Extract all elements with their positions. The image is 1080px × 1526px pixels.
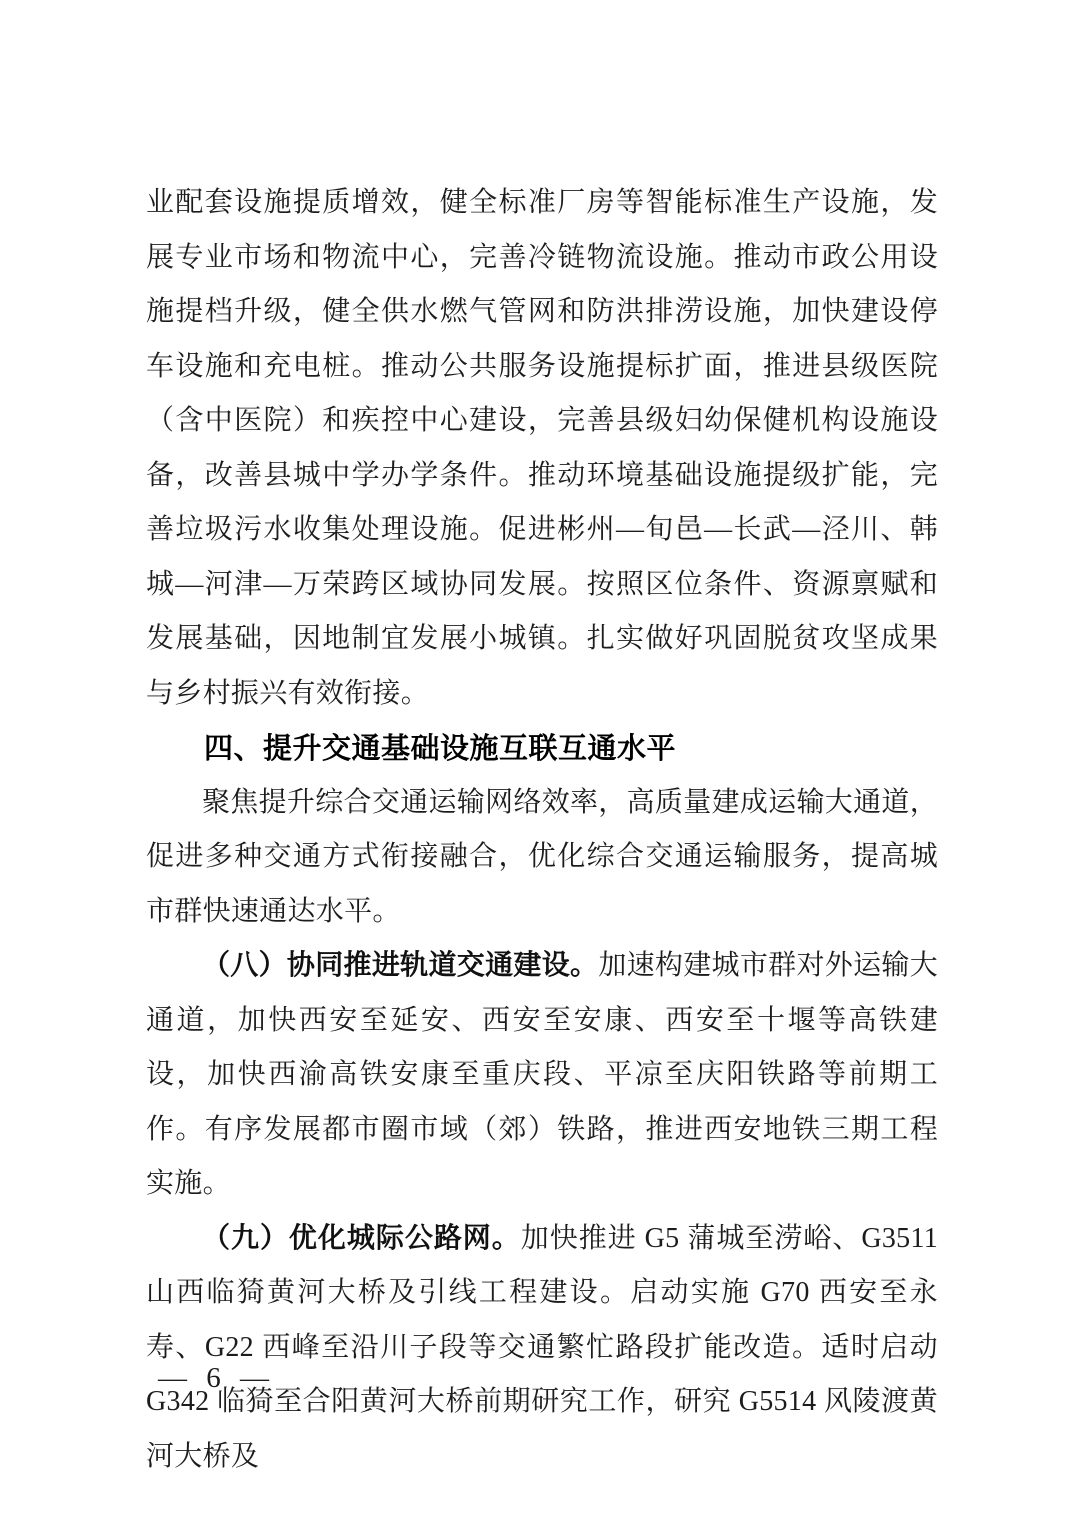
body-paragraph-continued: 业配套设施提质增效，健全标准厂房等智能标准生产设施，发展专业市场和物流中心，完善冷链物流设施。推动市政公用设施提档升级，健全供水燃气管网和防洪排涝设施，加快建设停车设施和充电桩。推动公共服务设施提标扩面，推进县级医院（含中医院）和疾控中心建设，完善县级妇幼保健机构设施设备，改善县城中学办学条件。推动环境基础设施提级扩能，完善垃圾污水收集处理设施。促进彬州—旬邑—长武—泾川、韩城—河津—万荣跨区域协同发展。按照区位条件、资源禀赋和发展基础，因地制宜发展小城镇。扎实做好巩固脱贫攻坚成果与乡村振兴有效衔接。 [146,187,938,709]
item-8-body: 加速构建城市群对外运输大通道，加快西安至延安、西安至安康、西安至十堰等高铁建设，加快西渝高铁安康至重庆段、平凉至庆阳铁路等前期工作。有序发展都市圈市域（郊）铁路，推进西安地铁三期工程实施。 [146,950,938,1199]
item-8-paragraph [146,939,938,1212]
item-8-lead: （八）协同推进轨道交通建设。 [202,950,599,981]
page-number: — 6 — [158,1362,270,1394]
section-heading: 四、提升交通基础设施互联互通水平 [204,731,677,765]
item-9-paragraph [146,1212,938,1485]
item-9-body: 加快推进 G5 蒲城至涝峪、G3511 山西临猗黄河大桥及引线工程建设。启动实施 G70 西安至永寿、G22 西峰至沿川子段等交通繁忙路段扩能改造。适时启动 G342 临猗至合阳黄河大桥前期研究工作，研究 G5514 风陵渡黄河大桥及 [146,1222,938,1472]
item-9-lead: （九）优化城际公路网。 [202,1222,521,1254]
document-text-block [146,176,938,1484]
section-intro-paragraph: 聚焦提升综合交通运输网络效率，高质量建成运输大通道，促进多种交通方式衔接融合，优化综合交通运输服务，提高城市群快速通达水平。 [146,786,938,927]
